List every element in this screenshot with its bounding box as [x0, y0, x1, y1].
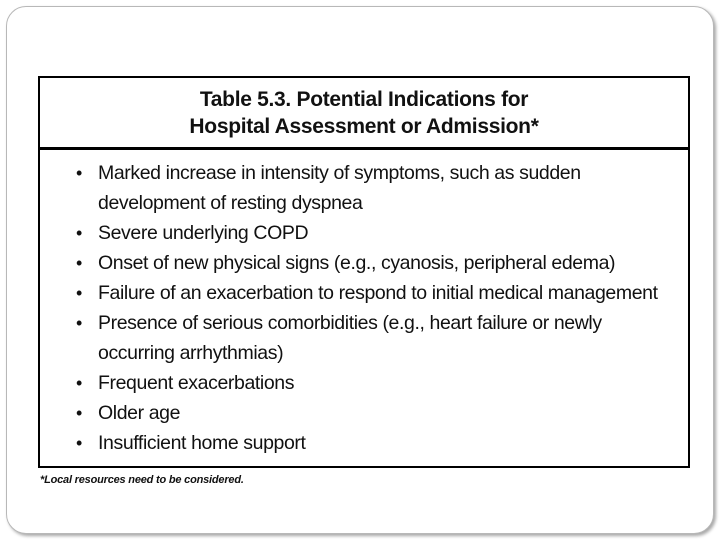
bullet-icon: •: [76, 373, 82, 393]
list-item: [40, 308, 688, 368]
list-item: [40, 278, 688, 308]
list-item-text: Marked increase in intensity of symptoms, such as sudden development of resting dyspnea: [98, 162, 581, 214]
list-item-text: Presence of serious comorbidities (e.g., heart failure or newly occurring arrhythmias): [98, 312, 602, 364]
table-header: [40, 78, 688, 150]
bullet-icon: •: [76, 163, 82, 183]
list-item-text: Insufficient home support: [98, 432, 306, 454]
list-item-text: Older age: [98, 402, 181, 424]
list-item-text: Frequent exacerbations: [98, 372, 295, 394]
bullet-icon: •: [76, 433, 82, 453]
list-item: [40, 428, 688, 458]
bullet-icon: •: [76, 223, 82, 243]
list-item: [40, 158, 688, 218]
list-item: [40, 398, 688, 428]
table-title-line-1: Table 5.3. Potential Indications for: [199, 87, 529, 111]
bullet-icon: •: [76, 313, 82, 333]
list-item: [40, 248, 688, 278]
list-item: [40, 218, 688, 248]
list-item: [40, 368, 688, 398]
list-item-text: Failure of an exacerbation to respond to initial medical management: [98, 282, 658, 304]
table-footnote: *Local resources need to be considered.: [40, 474, 244, 486]
bullet-icon: •: [76, 283, 82, 303]
bullet-icon: •: [76, 403, 82, 423]
list-item-text: Onset of new physical signs (e.g., cyanosis, peripheral edema): [98, 252, 616, 274]
indications-table: [38, 76, 690, 468]
indications-list: [40, 150, 688, 458]
table-title-line-2: Hospital Assessment or Admission*: [189, 114, 539, 138]
list-item-text: Severe underlying COPD: [98, 222, 309, 244]
bullet-icon: •: [76, 253, 82, 273]
